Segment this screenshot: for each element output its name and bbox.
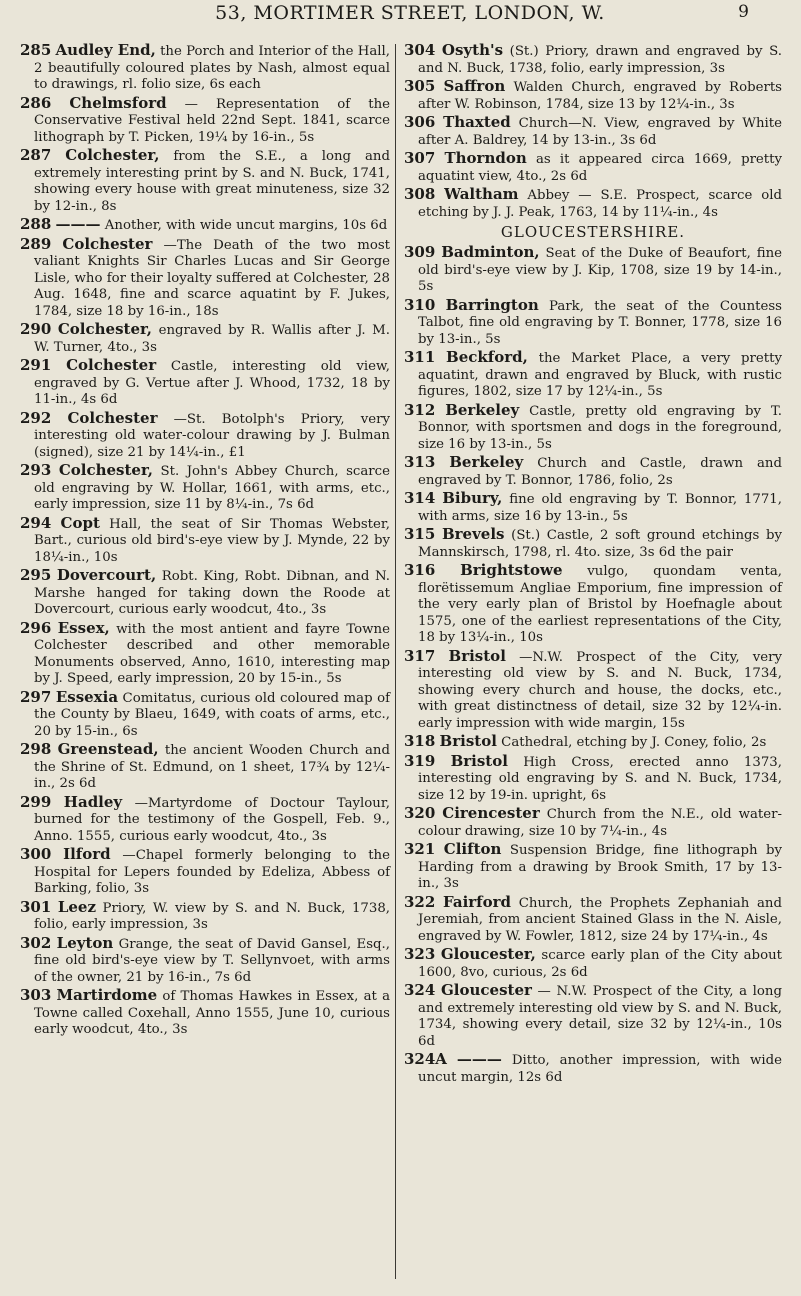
catalogue-entry: [404, 454, 782, 489]
entry-description: Castle, interesting old view, engraved by G. Vertue after J. Whood, 1732, 18 by 11-in., 4s 6d: [34, 359, 390, 407]
entry-number: 285: [20, 41, 52, 59]
entry-place-name: Saffron: [443, 77, 506, 95]
entry-number: 307: [404, 149, 436, 167]
entry-description: Priory, W. view by S. and N. Buck, 1738, folio, early impression, 3s: [34, 900, 391, 932]
catalogue-entry: [20, 236, 390, 321]
entry-number: 322: [404, 892, 436, 911]
entry-place-name: Colchester,: [65, 146, 160, 164]
entry-place-name: Berkeley: [449, 453, 524, 471]
entry-number: 324A: [404, 1050, 447, 1068]
catalogue-entry: [20, 357, 390, 409]
entry-description: Grange, the seat of David Gansel, Esq., fine old bird's-eye view by T. Sellynvoet, with arms of the owner, 21 by 16-in., 7s 6d: [34, 936, 391, 985]
entry-place-name: Cirencester: [442, 804, 540, 822]
entry-description: from the S.E., a long and extremely interesting print by S. and N. Buck, 1741, showing every house with great minuteness, size 32 by 12-in., 8s: [34, 149, 390, 214]
entry-description: Seat of the Duke of Beaufort, fine old bird's-eye view by J. Kip, 1708, size 19 by 14-in., 5s: [418, 246, 782, 294]
entry-description: Comitatus, curious old coloured map of the County by Blaeu, 1649, with coats of arms, etc., 20 by 15-in., 6s: [34, 690, 391, 739]
entry-place-name: Colchester: [62, 234, 153, 253]
catalogue-entry: [404, 297, 782, 349]
entry-description: fine old engraving by T. Bonnor, 1771, with arms, size 16 by 13-in., 5s: [418, 492, 782, 524]
entry-place-name: Thorndon: [444, 149, 527, 167]
entry-place-name: Beckford,: [446, 348, 528, 366]
catalogue-entry: [20, 987, 390, 1039]
right-column: [404, 42, 782, 1087]
entry-number: 301: [20, 897, 52, 916]
entry-number: 299: [20, 792, 52, 811]
catalogue-entry: [404, 733, 782, 752]
catalogue-entry: [404, 244, 782, 296]
page-header: [0, 2, 801, 34]
entry-place-name: Bristol: [439, 732, 497, 750]
catalogue-entry: [20, 899, 390, 934]
entry-description: Park, the seat of the Countess Talbot, fine old engraving by T. Bonner, 1778, size 16 by 13-in., 5s: [418, 298, 782, 347]
catalogue-entry: [404, 1051, 782, 1086]
entry-place-name: Badminton,: [441, 243, 540, 261]
entry-place-name: Thaxted: [443, 113, 511, 131]
entry-number: 303: [20, 986, 52, 1004]
entry-place-name: Clifton: [443, 840, 502, 858]
entry-description: Church—N. View, engraved by White after A. Baldrey, 14 by 13-in., 3s 6d: [418, 116, 782, 148]
catalogue-entry: [20, 515, 390, 567]
entry-place-name: Hadley: [63, 792, 123, 811]
catalogue-entry: [404, 490, 782, 525]
entry-place-name: Fairford: [443, 892, 512, 911]
entry-number: 286: [20, 93, 52, 112]
entry-description: Abbey — S.E. Prospect, scarce old etching by J. J. Peak, 1763, 14 by 11¼-in., 4s: [418, 188, 782, 220]
entry-number: 315: [404, 525, 436, 543]
entry-description: scarce early plan of the City about 1600, 8vo, curious, 2s 6d: [418, 948, 782, 980]
entry-description: Walden Church, engraved by Roberts after W. Robinson, 1784, size 13 by 12¼-in., 3s: [418, 80, 782, 112]
catalogue-entry: [20, 741, 390, 793]
entry-description: the Market Place, a very pretty aquatint, drawn and engraved by Bluck, with rustic figures, 1802, size 17 by 12¼-in., 5s: [418, 351, 782, 399]
catalogue-entry: [20, 689, 390, 741]
catalogue-entry: [20, 567, 390, 619]
entry-description: — N.W. Prospect of the City, a long and extremely interesting old view by S. and N. Buck, 1734, showing every detail, size 32 by 12¼-in., 10s 6d: [418, 984, 782, 1049]
catalogue-entry: [404, 753, 782, 805]
entry-number: 294: [20, 513, 52, 532]
page-number: 9: [738, 2, 749, 22]
entry-description: Ditto, another impression, with wide uncut margin, 12s 6d: [418, 1053, 782, 1085]
entry-number: 302: [20, 933, 52, 952]
entry-description: High Cross, erected anno 1373, interesting old engraving by S. and N. Buck, 1734, size 12 by 19-in. upright, 6s: [418, 754, 782, 803]
section-heading: GLOUCESTERSHIRE.: [500, 223, 686, 241]
gloucestershire-entries: [404, 244, 782, 1086]
catalogue-entry: [404, 841, 782, 893]
entry-number: 305: [404, 77, 436, 95]
entry-number: 298: [20, 740, 52, 758]
entry-description: Castle, pretty old engraving by T. Bonnor, with sportsmen and dogs in the foreground, size 16 by 13-in., 5s: [418, 403, 782, 452]
entry-place-name: Audley End,: [55, 41, 156, 59]
entry-description: —Martyrdome of Doctour Taylour, burned for the testimony of the Gospell, Feb. 9., Anno. 1555, curious early woodcut, 4to., 3s: [34, 795, 390, 844]
entry-number: 308: [404, 185, 436, 203]
entry-place-name: Essexia: [55, 687, 119, 706]
entry-description: (St.) Priory, drawn and engraved by S. and N. Buck, 1738, folio, early impression, 3s: [418, 44, 782, 76]
entry-number: 309: [404, 243, 436, 261]
catalogue-entry: [20, 794, 390, 846]
entry-place-name: Colchester,: [57, 320, 153, 338]
entry-place-name: Bibury,: [442, 489, 503, 507]
page-title: 53, MORTIMER STREET, LONDON, W.: [215, 2, 605, 24]
entry-number: 296: [20, 618, 52, 637]
catalogue-entry: [20, 935, 390, 987]
entry-description: (St.) Castle, 2 soft ground etchings by Mannskirsch, 1798, rl. 4to. size, 3s 6d the pair: [418, 528, 783, 560]
entry-description: —St. Botolph's Priory, very interesting old water-colour drawing by J. Bulman (signed), size 21 by 14¼-in., £1: [34, 411, 391, 460]
entry-number: 312: [404, 400, 436, 419]
entry-description: Church, the Prophets Zephaniah and Jeremiah, from ancient Stained Glass in the N. Aisle, engraved by W. Fowler, 1812, size 24 by 17¼-in., 4s: [418, 895, 783, 944]
entry-place-name: Dovercourt,: [56, 566, 157, 584]
entry-number: 321: [404, 840, 436, 858]
catalogue-entry: [20, 846, 390, 898]
catalogue-entry: [20, 216, 390, 235]
entry-number: 319: [404, 751, 436, 770]
catalogue-entry: [404, 150, 782, 185]
catalogue-entry: [404, 114, 782, 149]
entry-place-name: Gloucester: [440, 981, 532, 999]
entry-place-name: Leez: [57, 897, 96, 916]
catalogue-entry: [404, 526, 782, 561]
entry-place-name: Leyton: [56, 933, 114, 952]
catalogue-entry: [20, 462, 390, 514]
entry-description: —N.W. Prospect of the City, very interesting old view by S. and N. Buck, 1734, showing every church and house, the docks, etc., with great distinctness of detail, size 32 by 12¼-in. early impression with wide margin, 15s: [418, 649, 783, 731]
entry-number: 318: [404, 732, 436, 750]
catalogue-entry: [404, 894, 782, 946]
entry-number: 289: [20, 234, 52, 253]
entry-number: 297: [20, 687, 52, 706]
left-column: [20, 42, 390, 1040]
essex-entries-continued: [404, 42, 782, 221]
catalogue-entry: [20, 321, 390, 356]
entry-place-name: Barrington: [445, 295, 539, 314]
entry-description: Cathedral, etching by J. Coney, folio, 2s: [501, 735, 767, 750]
catalogue-entry: [20, 410, 390, 462]
entry-number: 306: [404, 113, 436, 131]
catalogue-entry: [404, 78, 782, 113]
entry-number: 317: [404, 646, 436, 665]
entry-place-name: Greenstead,: [57, 740, 159, 758]
entry-description: with the most antient and fayre Towne Colchester described and other memorable Monuments observed, Anno, 1610, interesting map by J. Speed, early impression, 20 by 15-in., 5s: [34, 621, 390, 686]
entry-description: —Chapel formerly belonging to the Hospital for Lepers founded by Edeliza, Abbess of Barking, folio, 3s: [34, 848, 390, 896]
entry-number: 293: [20, 461, 52, 479]
entry-number: 304: [404, 41, 436, 59]
entry-description: as it appeared circa 1669, pretty aquatint view, 4to., 2s 6d: [418, 152, 783, 184]
entry-description: Robt. King, Robt. Dibnan, and N. Marshe hanged for taking down the Roode at Dovercourt, curious early woodcut, 4to., 3s: [34, 569, 390, 617]
entry-description: of Thomas Hawkes in Essex, at a Towne called Coxehall, Anno 1555, June 10, curious early woodcut, 4to., 3s: [34, 989, 390, 1037]
entry-description: Church and Castle, drawn and engraved by T. Bonnor, 1786, folio, 2s: [418, 456, 782, 488]
entry-place-name: Osyth's: [441, 41, 504, 59]
entry-place-name: Colchester: [67, 408, 158, 427]
entry-description: Hall, the seat of Sir Thomas Webster, Bart., curious old bird's-eye view by J. Mynde, 22 by 18¼-in., 10s: [34, 516, 390, 565]
entry-description: Church from the N.E., old water-colour drawing, size 10 by 7¼-in., 4s: [418, 807, 782, 839]
entry-place-name: ———: [456, 1050, 502, 1068]
entry-number: 323: [404, 945, 436, 963]
entry-number: 300: [20, 845, 52, 863]
entry-description: engraved by R. Wallis after J. M. W. Turner, 4to., 3s: [34, 323, 390, 355]
entry-number: 313: [404, 453, 436, 471]
catalogue-entry: [20, 620, 390, 688]
entry-description: —The Death of the two most valiant Knights Sir Charles Lucas and Sir George Lisle, who for their loyalty suffered at Colchester, 28 Aug. 1648, fine and scarce aquatint by F. Jukes, 1784, size 18 by 16-in., 18s: [34, 237, 391, 319]
entry-number: 311: [404, 348, 436, 366]
entry-description: Another, with wide uncut margins, 10s 6d: [104, 218, 388, 233]
catalogue-entry: [404, 349, 782, 401]
entry-place-name: Chelmsford: [69, 93, 167, 112]
entry-number: 295: [20, 566, 52, 584]
entry-description: — Representation of the Conservative Festival held 22nd Sept. 1841, scarce lithograph by T. Picken, 19¼ by 16-in., 5s: [34, 96, 391, 145]
entry-place-name: Copt: [60, 513, 100, 532]
entry-number: 324: [404, 981, 436, 999]
catalogue-entry: [404, 805, 782, 840]
entry-description: vulgo, quondam venta, florëtissemum Angliae Emporium, fine impression of the very early plan of Bristol by Hoefnagle about 1575, one of the earliest representations of the City, 18 by 13¼-in., 10s: [418, 564, 782, 645]
catalogue-entry: [404, 186, 782, 221]
entry-description: St. John's Abbey Church, scarce old engraving by W. Hollar, 1661, with arms, etc., early impression, size 11 by 8¼-in., 7s 6d: [34, 464, 390, 512]
catalogue-entry: [404, 982, 782, 1050]
entry-number: 310: [404, 295, 436, 314]
entry-place-name: Colchester,: [58, 461, 154, 479]
entry-number: 287: [20, 146, 52, 164]
catalogue-entry: [404, 946, 782, 981]
catalogue-entry: [20, 147, 390, 215]
entry-number: 316: [404, 561, 436, 579]
entry-description: Suspension Bridge, fine lithograph by Harding from a drawing by Brook Smith, 17 by 13-in., 3s: [418, 843, 783, 891]
entry-place-name: Waltham: [444, 185, 519, 203]
column-divider: [395, 44, 396, 1279]
entry-place-name: Colchester: [66, 356, 157, 374]
catalogue-entry: [20, 42, 390, 94]
entry-place-name: Berkeley: [445, 400, 520, 419]
catalogue-entry: [404, 402, 782, 454]
entry-number: 314: [404, 489, 436, 507]
catalogue-entry: [404, 562, 782, 647]
entry-place-name: Gloucester,: [440, 945, 536, 963]
entry-number: 320: [404, 804, 436, 822]
entry-place-name: Bristol: [450, 751, 508, 770]
entry-place-name: Brevels: [441, 525, 505, 543]
entry-place-name: ———: [55, 215, 101, 233]
entry-number: 290: [20, 320, 52, 338]
catalogue-entry: [20, 95, 390, 147]
entry-description: the Porch and Interior of the Hall, 2 beautifully coloured plates by Nash, almost equal to drawings, rl. folio size, 6s each: [34, 44, 390, 92]
entry-place-name: Bristol: [448, 646, 506, 665]
entry-number: 292: [20, 408, 52, 427]
catalogue-entry: [404, 648, 782, 733]
entry-place-name: Essex,: [57, 618, 110, 637]
catalogue-entry: [404, 42, 782, 77]
entry-place-name: Martirdome: [56, 986, 158, 1004]
entry-number: 291: [20, 356, 52, 374]
entry-description: the ancient Wooden Church and the Shrine of St. Edmund, on 1 sheet, 17¾ by 12¼-in., 2s 6d: [34, 743, 390, 791]
entry-place-name: Ilford: [63, 845, 111, 863]
entry-place-name: Brightstowe: [460, 561, 563, 579]
entry-number: 288: [20, 215, 52, 233]
